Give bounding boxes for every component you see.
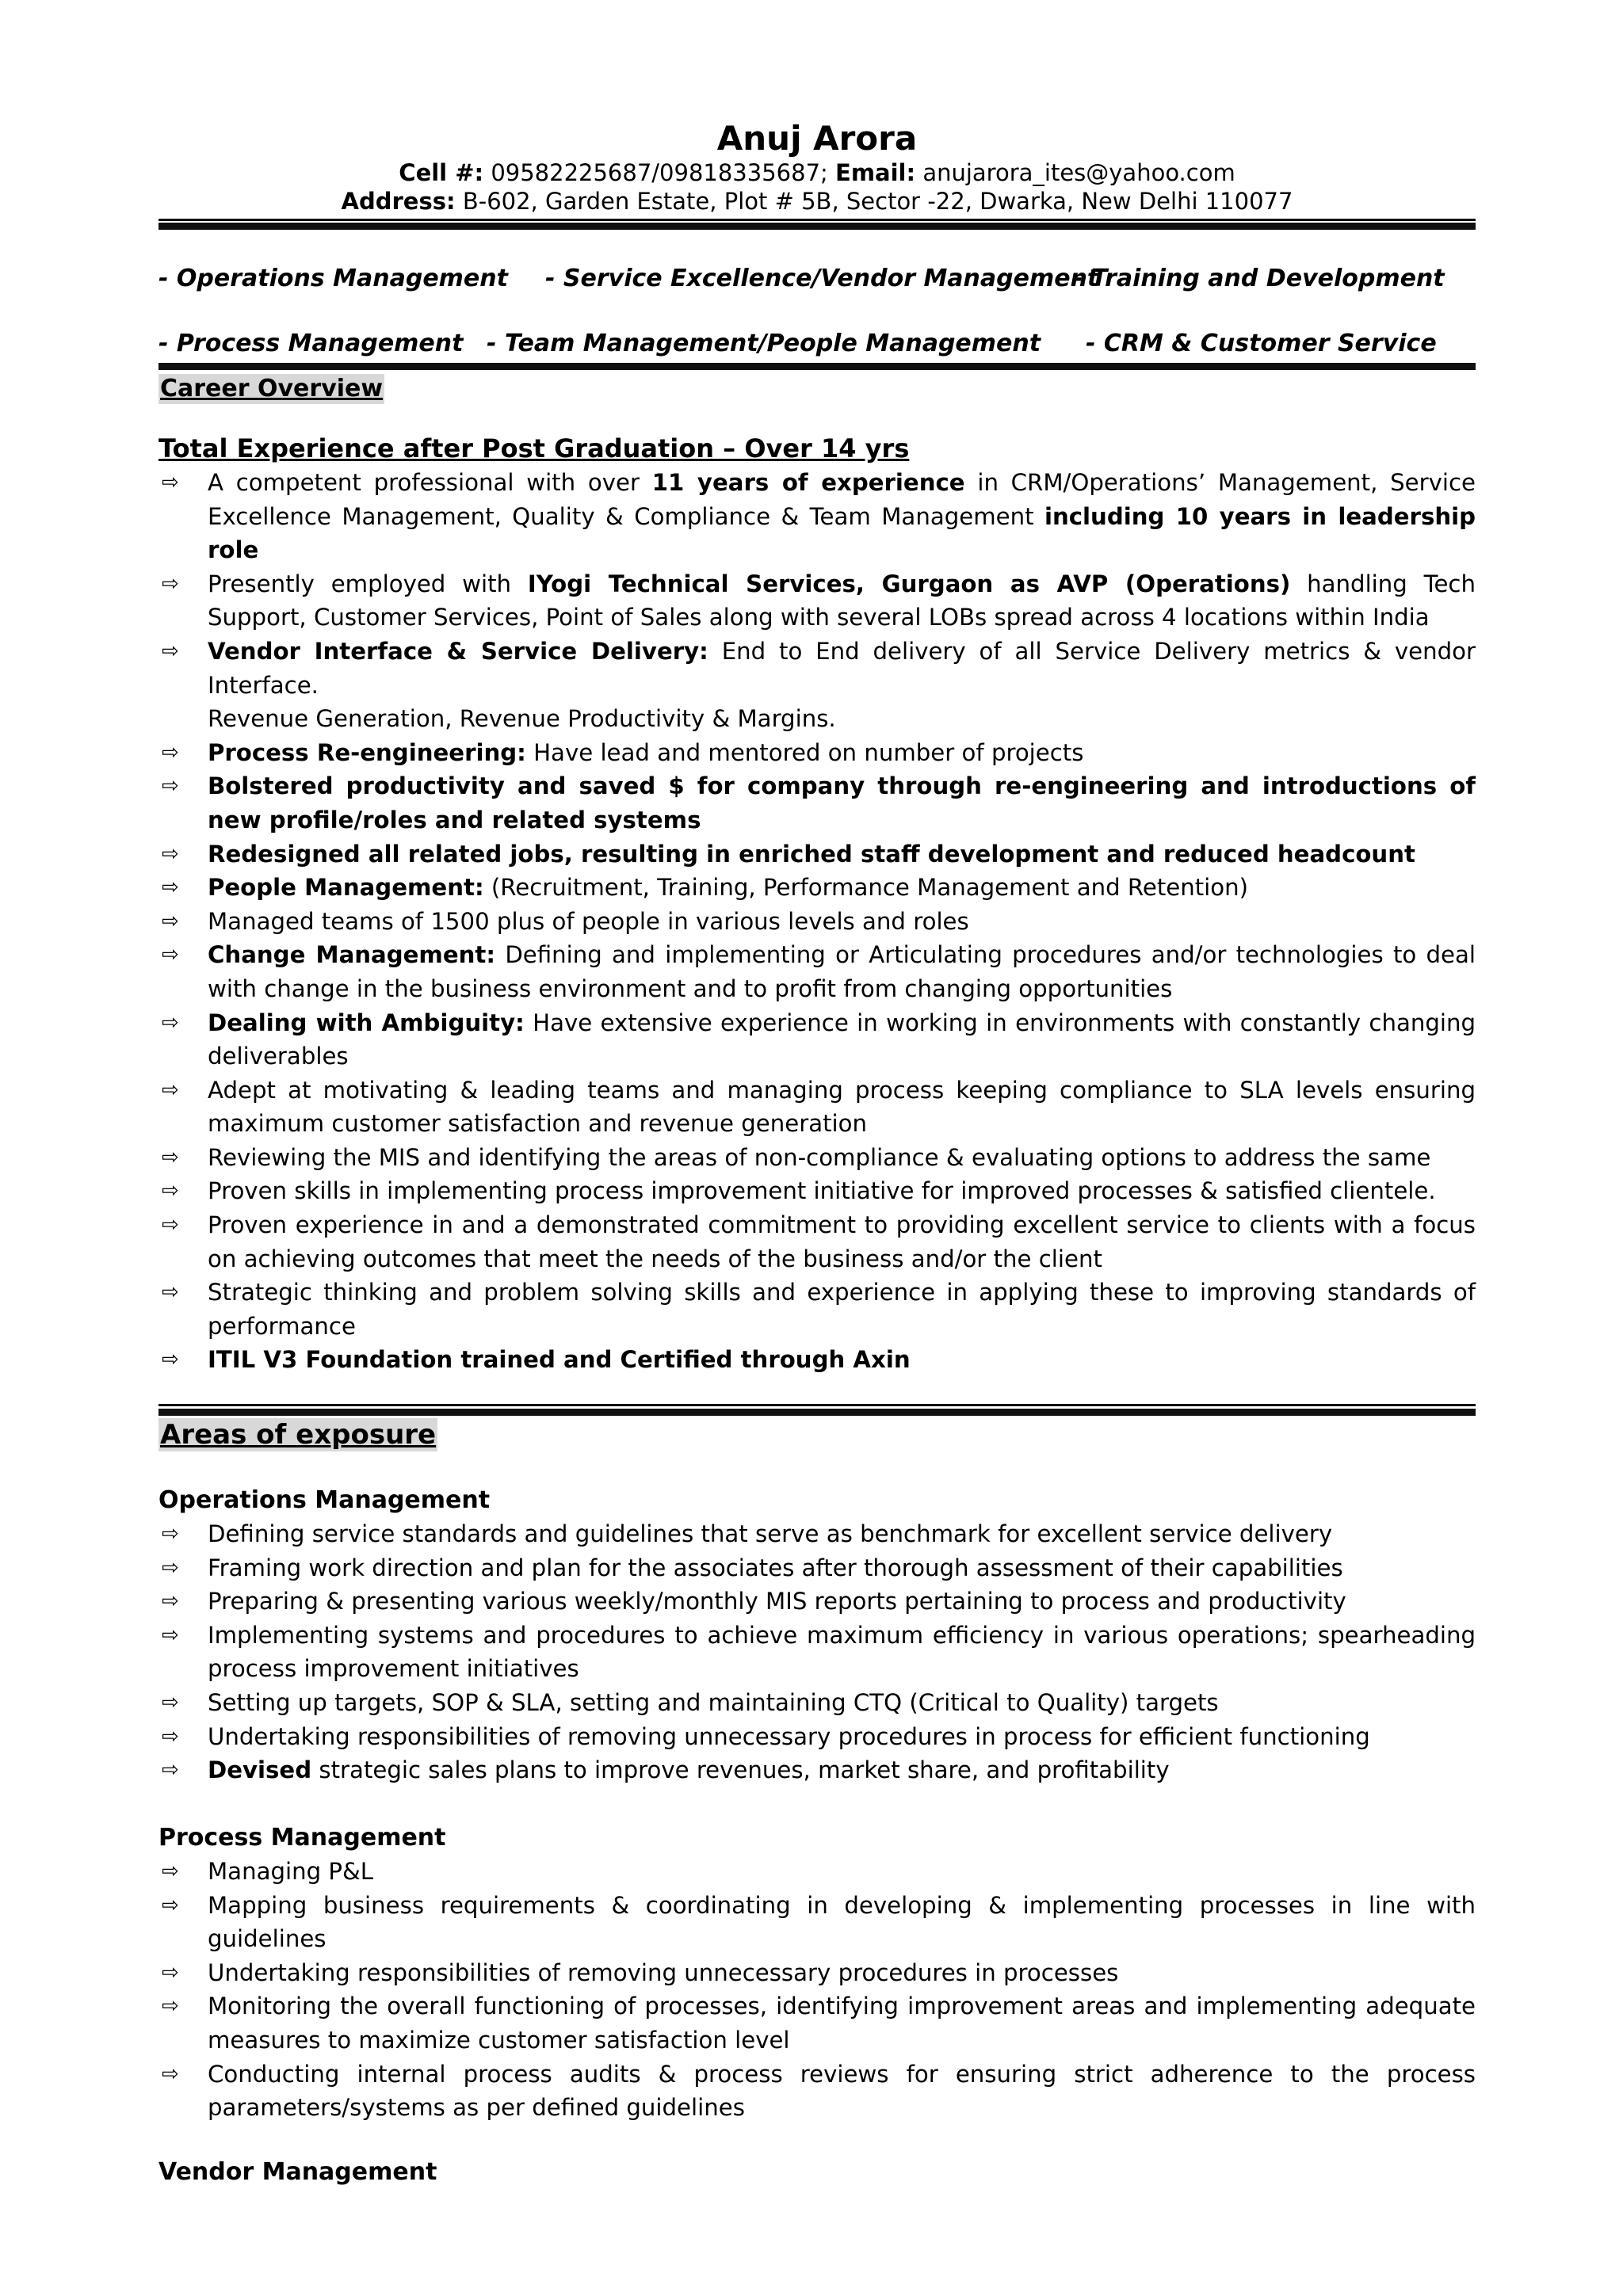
right-arrow-outline-icon: ⇨ xyxy=(162,1010,179,1035)
cell-value: 09582225687/09818335687; xyxy=(491,159,828,186)
tagline-item: - CRM & Customer Service xyxy=(1086,330,1437,357)
bullet-bold-text: including 10 years in leadership role xyxy=(208,502,1476,564)
bullet-text: Monitoring the overall functioning of processes, identifying improvement areas and implementing adequate measures to maximize customer satisfaction level xyxy=(208,1993,1476,2054)
bullet-bold-text: Devised xyxy=(208,1756,312,1784)
bullet-text: Undertaking responsibilities of removing unnecessary procedures in process for efficient functioning xyxy=(208,1722,1370,1750)
bullet-bold-text: Vendor Interface & Service Delivery: xyxy=(208,637,708,665)
bullet-text: Adept at motivating & leading teams and managing process keeping compliance to SLA levels ensuring maximum customer satisfaction and revenue generation xyxy=(208,1076,1476,1138)
bullet-text: (Recruitment, Training, Performance Management and Retention) xyxy=(483,874,1249,902)
bullet-item xyxy=(158,736,1476,770)
bullet-item xyxy=(158,635,1476,702)
bullet-text: Framing work direction and plan for the associates after thorough assessment of their capabilities xyxy=(208,1554,1343,1581)
email-label: Email: xyxy=(835,159,916,186)
cell-label: Cell #: xyxy=(399,159,484,186)
bullet-text: strategic sales plans to improve revenues, market share, and profitability xyxy=(311,1756,1170,1784)
operations-bullet-list xyxy=(158,1517,1476,1787)
bullet-bold-text: Process Re-engineering: xyxy=(208,738,526,766)
bullet-item xyxy=(158,1855,1476,1889)
right-arrow-outline-icon: ⇨ xyxy=(162,1589,179,1614)
bullet-bold-text: 11 years of experience xyxy=(651,469,965,496)
tagline-item: - Process Management xyxy=(158,330,464,357)
right-arrow-outline-icon: ⇨ xyxy=(162,1724,179,1749)
bullet-item xyxy=(158,1343,1476,1377)
bullet-item xyxy=(158,1720,1476,1754)
bullet-item xyxy=(158,2058,1476,2125)
candidate-name: Anuj Arora xyxy=(716,119,918,158)
bullet-bold-text: ITIL V3 Foundation trained and Certified through Axin xyxy=(208,1346,911,1374)
bullet-item xyxy=(158,1686,1476,1720)
bullet-text: Revenue Generation, Revenue Productivity & Margins. xyxy=(208,705,836,733)
bullet-text: End to End delivery of all Service Delivery metrics & vendor Interface. xyxy=(208,637,1476,699)
address-label: Address: xyxy=(341,188,456,215)
bullet-item xyxy=(158,938,1476,1005)
process-management-heading: Process Management xyxy=(158,1824,446,1852)
bullet-text: Undertaking responsibilities of removing unnecessary procedures in processes xyxy=(208,1958,1119,1986)
bullet-text: Implementing systems and procedures to achieve maximum efficiency in various operations; spearheading process improvement initiatives xyxy=(208,1621,1476,1683)
tagline-item: - Operations Management xyxy=(158,265,508,292)
bullet-text: Proven experience in and a demonstrated commitment to providing excellent service to clients with a focus on achieving outcomes that meet the needs of the business and/or the client xyxy=(208,1211,1476,1272)
bullet-item xyxy=(158,1006,1476,1074)
bullet-item xyxy=(158,1174,1476,1208)
right-arrow-outline-icon: ⇨ xyxy=(162,471,179,494)
bullet-bold-text: Dealing with Ambiguity: xyxy=(208,1009,525,1036)
bullet-text: Strategic thinking and problem solving skills and experience in applying these to improving standards of performance xyxy=(208,1279,1476,1340)
bullet-item xyxy=(158,769,1476,837)
right-arrow-outline-icon: ⇨ xyxy=(162,1960,179,1985)
bullet-bold-text: IYogi Technical Services, Gurgaon as AVP (Operations) xyxy=(527,570,1291,597)
tagline-item: - Training and Development xyxy=(1073,265,1445,292)
operations-management-heading: Operations Management xyxy=(158,1486,491,1514)
right-arrow-outline-icon: ⇨ xyxy=(162,1994,179,2019)
right-arrow-outline-icon: ⇨ xyxy=(162,774,179,799)
bullet-item xyxy=(158,1208,1476,1276)
bullet-text: Defining service standards and guidelines that serve as benchmark for excellent service delivery xyxy=(208,1520,1333,1547)
bullet-item xyxy=(158,567,1476,635)
bullet-item xyxy=(158,1989,1476,2057)
email-value[interactable]: anujarora_ites@yahoo.com xyxy=(922,159,1235,186)
right-arrow-outline-icon: ⇨ xyxy=(162,1179,179,1203)
address-value: B-602, Garden Estate, Plot # 5B, Sector -22, Dwarka, New Delhi 110077 xyxy=(462,188,1293,215)
right-arrow-outline-icon: ⇨ xyxy=(162,1690,179,1714)
bullet-text: Have lead and mentored on number of projects xyxy=(525,738,1084,766)
header-divider-top xyxy=(158,219,1476,221)
bullet-text: Proven skills in implementing process improvement initiative for improved processes & satisfied clientele. xyxy=(208,1177,1436,1205)
process-bullet-list xyxy=(158,1855,1476,2125)
bullet-item xyxy=(158,466,1476,567)
right-arrow-outline-icon: ⇨ xyxy=(162,1077,179,1102)
bullet-text: Mapping business requirements & coordinating in developing & implementing processes in line with guidelines xyxy=(208,1891,1476,1953)
tagline-item: - Service Excellence/Vendor Management xyxy=(545,265,1099,292)
right-arrow-outline-icon: ⇨ xyxy=(162,1348,179,1372)
right-arrow-outline-icon: ⇨ xyxy=(162,1555,179,1580)
career-overview-title: Career Overview xyxy=(160,375,384,402)
career-bullet-list xyxy=(158,466,1476,1377)
right-arrow-outline-icon: ⇨ xyxy=(162,639,179,663)
bullet-text: Setting up targets, SOP & SLA, setting and maintaining CTQ (Critical to Quality) targets xyxy=(208,1688,1219,1716)
bullet-item xyxy=(158,905,1476,939)
bullet-text: Managed teams of 1500 plus of people in various levels and roles xyxy=(208,907,969,935)
right-arrow-outline-icon: ⇨ xyxy=(162,909,179,933)
bullet-item xyxy=(158,837,1476,871)
bullet-bold-text: Change Management: xyxy=(208,941,496,969)
bullet-item xyxy=(158,1585,1476,1619)
bullet-text: Managing P&L xyxy=(208,1858,374,1885)
right-arrow-outline-icon: ⇨ xyxy=(162,1859,179,1883)
header-divider xyxy=(158,223,1476,230)
bullet-text: Defining and implementing or Articulating procedures and/or technologies to deal with change in the business environment and to profit from changing opportunities xyxy=(208,941,1476,1002)
bullet-item xyxy=(158,1956,1476,1990)
right-arrow-outline-icon: ⇨ xyxy=(162,1213,179,1238)
bullet-item xyxy=(158,1517,1476,1551)
bullet-text: in CRM/Operations’ Management, Service Excellence Management, Quality & Compliance & Team Management xyxy=(208,469,1476,530)
tagline-divider xyxy=(158,363,1476,370)
right-arrow-outline-icon: ⇨ xyxy=(162,1280,179,1305)
tagline-item: - Team Management/People Management xyxy=(487,330,1041,357)
right-arrow-outline-icon: ⇨ xyxy=(162,1758,179,1783)
bullet-text: A competent professional with over xyxy=(208,469,652,496)
bullet-item xyxy=(158,1141,1476,1175)
bullet-text: handling Tech Support, Customer Services, Point of Sales along with several LOBs spread across 4 locations within India xyxy=(208,570,1476,631)
total-experience-heading: Total Experience after Post Graduation – Over 14 yrs xyxy=(158,433,910,463)
section-divider-top xyxy=(158,1404,1476,1406)
bullet-text: Presently employed with xyxy=(208,570,528,597)
bullet-text: Conducting internal process audits & process reviews for ensuring strict adherence to the process parameters/systems as per defined guidelines xyxy=(208,2060,1476,2122)
right-arrow-outline-icon: ⇨ xyxy=(162,1623,179,1647)
right-arrow-outline-icon: ⇨ xyxy=(162,875,179,900)
bullet-item xyxy=(158,1276,1476,1343)
bullet-item xyxy=(158,1889,1476,1956)
right-arrow-outline-icon: ⇨ xyxy=(162,1145,179,1169)
right-arrow-outline-icon: ⇨ xyxy=(162,1522,179,1546)
right-arrow-outline-icon: ⇨ xyxy=(162,943,179,967)
bullet-item xyxy=(158,1619,1476,1686)
bullet-item xyxy=(158,1753,1476,1787)
areas-of-exposure-title: Areas of exposure xyxy=(160,1419,437,1451)
vendor-management-heading: Vendor Management xyxy=(158,2158,437,2186)
bullet-text: Have extensive experience in working in environments with constantly changing deliverables xyxy=(208,1009,1476,1070)
bullet-item xyxy=(158,871,1476,905)
bullet-bold-text: Bolstered productivity and saved $ for company through re-engineering and introductions of new profile/roles and related systems xyxy=(208,772,1476,833)
right-arrow-outline-icon: ⇨ xyxy=(162,740,179,765)
bullet-bold-text: People Management: xyxy=(208,874,484,902)
bullet-item xyxy=(158,1551,1476,1585)
bullet-item xyxy=(158,1074,1476,1141)
bullet-bold-text: Redesigned all related jobs, resulting in enriched staff development and reduced headcount xyxy=(208,840,1415,868)
right-arrow-outline-icon: ⇨ xyxy=(162,841,179,866)
bullet-item xyxy=(158,702,1476,736)
right-arrow-outline-icon: ⇨ xyxy=(162,1893,179,1917)
right-arrow-outline-icon: ⇨ xyxy=(162,571,179,596)
bullet-text: Preparing & presenting various weekly/monthly MIS reports pertaining to process and productivity xyxy=(208,1588,1346,1615)
right-arrow-outline-icon: ⇨ xyxy=(162,2061,179,2086)
bullet-text: Reviewing the MIS and identifying the areas of non-compliance & evaluating options to address the same xyxy=(208,1143,1431,1171)
section-divider xyxy=(158,1409,1476,1416)
contact-line xyxy=(158,158,1476,187)
address-line xyxy=(158,187,1476,215)
